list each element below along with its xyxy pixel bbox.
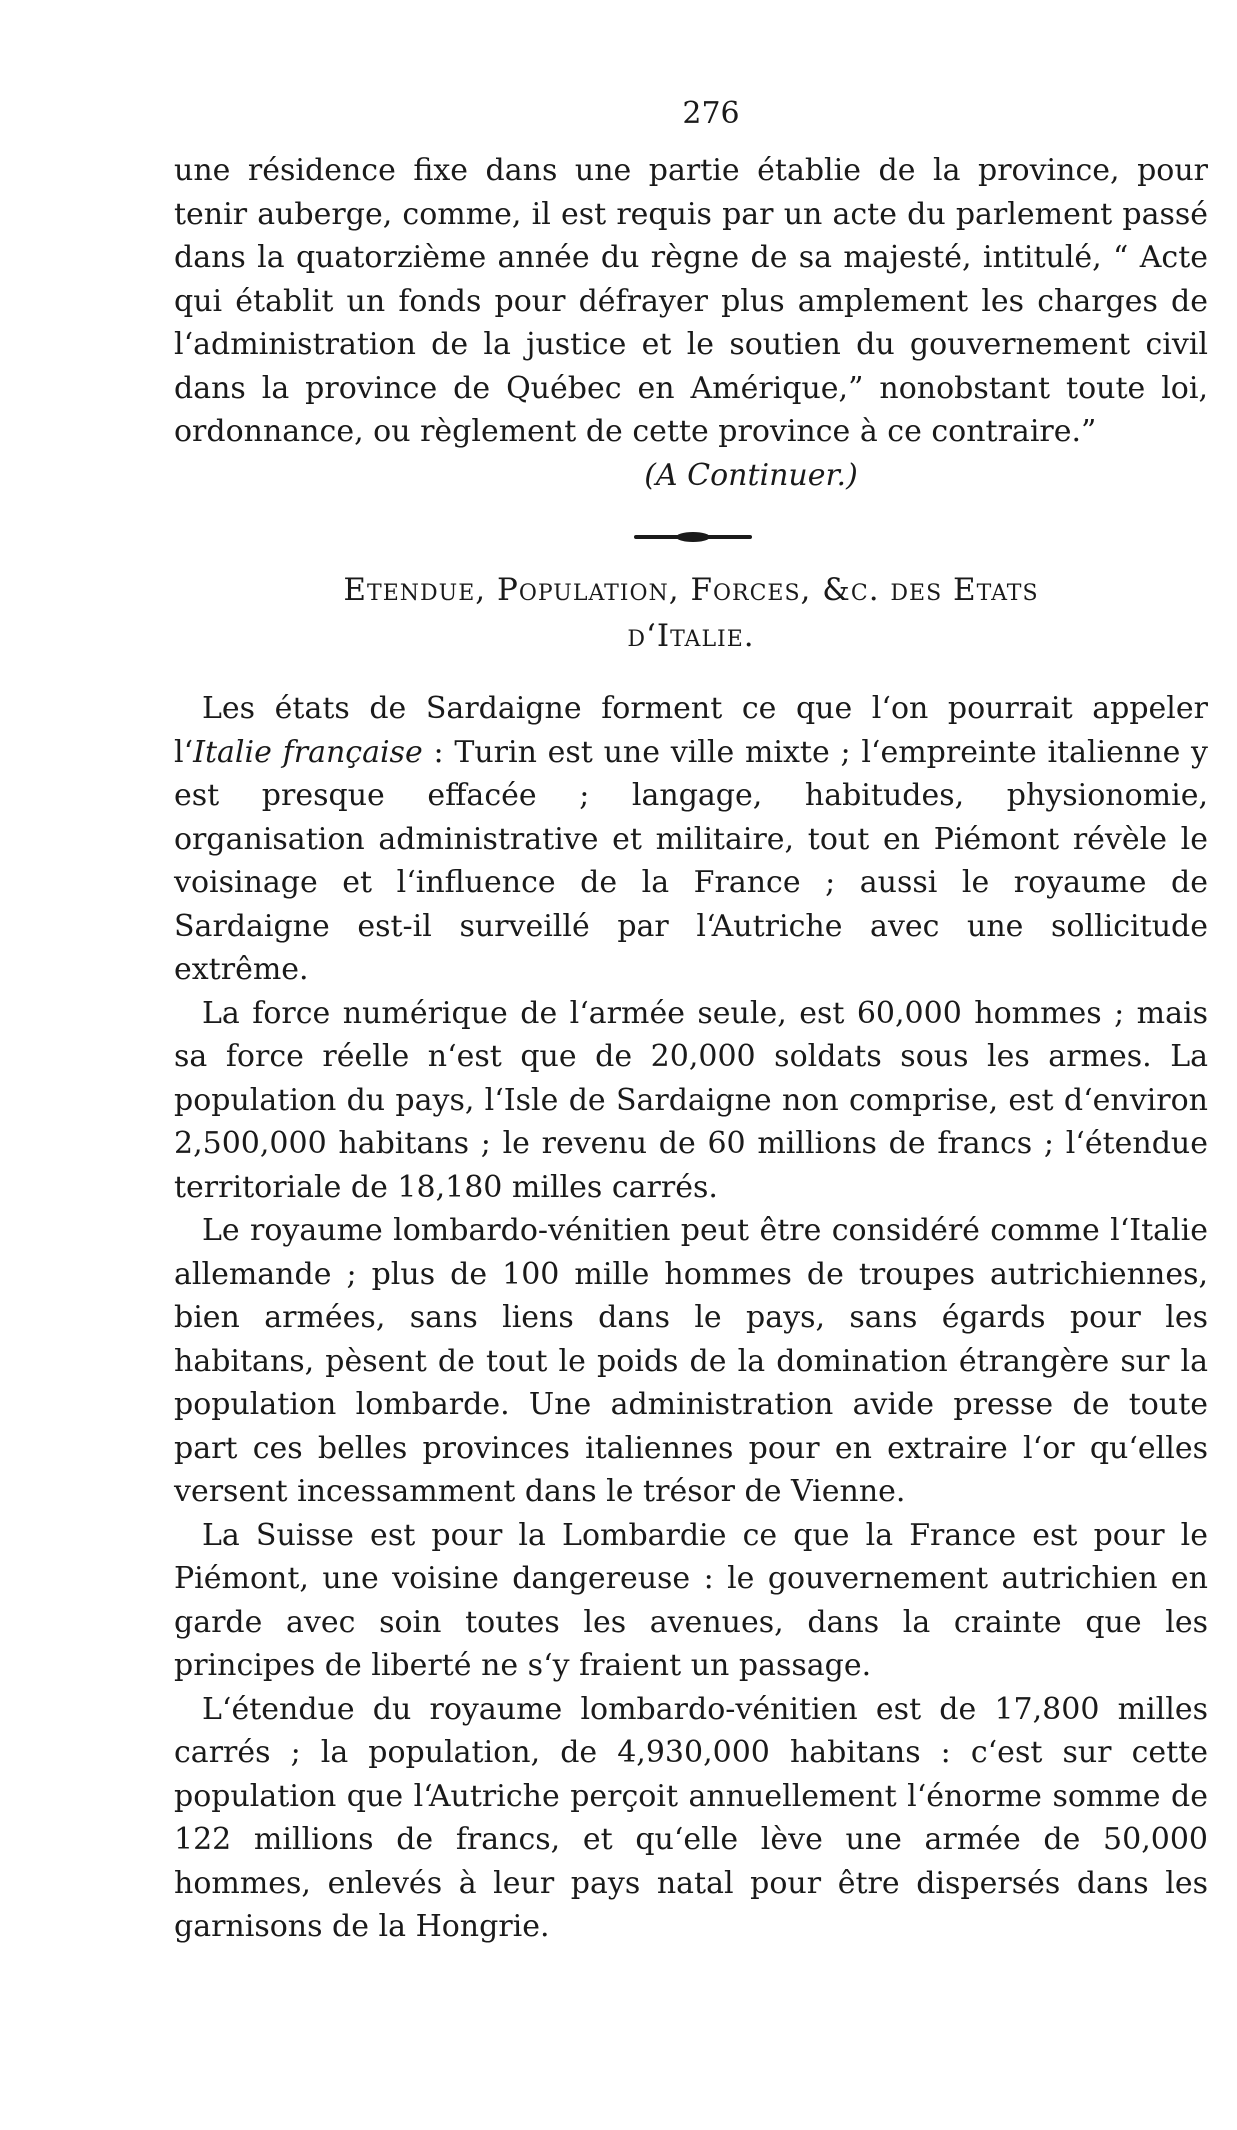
document-page: [174, 96, 1208, 1949]
paragraph-sardaigne-start: Les états de Sardaigne forment ce que l‘on pourrait appeler l‘: [174, 691, 1208, 770]
ornamental-rule: [634, 535, 752, 539]
section-heading-line2: d‘Italie.: [627, 618, 755, 654]
paragraph-armee: La force numérique de l‘armée seule, est 60,000 hommes ; mais sa force réelle n‘est que de 20,000 soldats sous les armes. La population du pays, l‘Isle de Sardaigne non comprise, est d‘environ 2,500,000 habitans ; le revenu de 60 millions de francs ; l‘étendue territoriale de 18,180 milles carrés.: [174, 995, 1208, 1205]
paragraph-lombardo-venitien: Le royaume lombardo-vénitien peut être considéré comme l‘Italie allemande ; plus de 100 mille hommes de troupes autrichiennes, bien armées, sans liens dans le pays, sans égards pour les habitans, pèsent de tout le poids de la domination étrangère sur la population lombarde. Une administration avide presse de toute part ces belles provinces italiennes pour en extraire l‘or qu‘elles versent incessamment dans le trésor de Vienne.: [174, 1213, 1208, 1509]
section-divider: [174, 497, 1208, 567]
paragraph-suisse: La Suisse est pour la Lombardie ce que la France est pour le Piémont, une voisine dangereuse : le gouvernement autrichien en garde avec soin toutes les avenues, dans la crainte que les principes de liberté ne s‘y fraient un passage.: [174, 1517, 1208, 1683]
paragraph-sardaigne: [174, 687, 1208, 992]
paragraph-sardaigne-italic: Italie française: [193, 734, 423, 770]
page-number: 276: [682, 96, 740, 131]
paragraph-etendue: L‘étendue du royaume lombardo-vénitien est de 17,800 milles carrés ; la population, de 4,930,000 habitans : c‘est sur cette population que l‘Autriche perçoit annuellement l‘énorme somme de 122 millions de francs, et qu‘elle lève une armée de 50,000 hommes, enlevés à leur pays natal pour être dispersés dans les garnisons de la Hongrie.: [174, 1691, 1208, 1944]
section-heading-line1: Etendue, Population, Forces, &c. des Etats: [343, 572, 1039, 608]
continuation-note: (A Continuer.): [644, 457, 858, 493]
paragraph-sardaigne-rest: : Turin est une ville mixte ; l‘empreinte italienne y est presque effacée ; langage, habitudes, physionomie, organisation administrative et militaire, tout en Piémont révèle le voisinage et l‘influence de la France ; aussi le royaume de Sardaigne est-il surveillé par l‘Autriche avec une sollicitude extrême.: [174, 734, 1209, 987]
intro-paragraph: une résidence fixe dans une partie établie de la province, pour tenir auberge, comme, il est requis par un acte du parlement passé dans la quatorzième année du règne de sa majesté, intitulé, “ Acte qui établit un fonds pour défrayer plus amplement les charges de l‘administration de la justice et le soutien du gouvernement civil dans la province de Québec en Amérique,” nonobstant toute loi, ordonnance, ou règlement de cette province à ce contraire.”: [174, 153, 1208, 449]
